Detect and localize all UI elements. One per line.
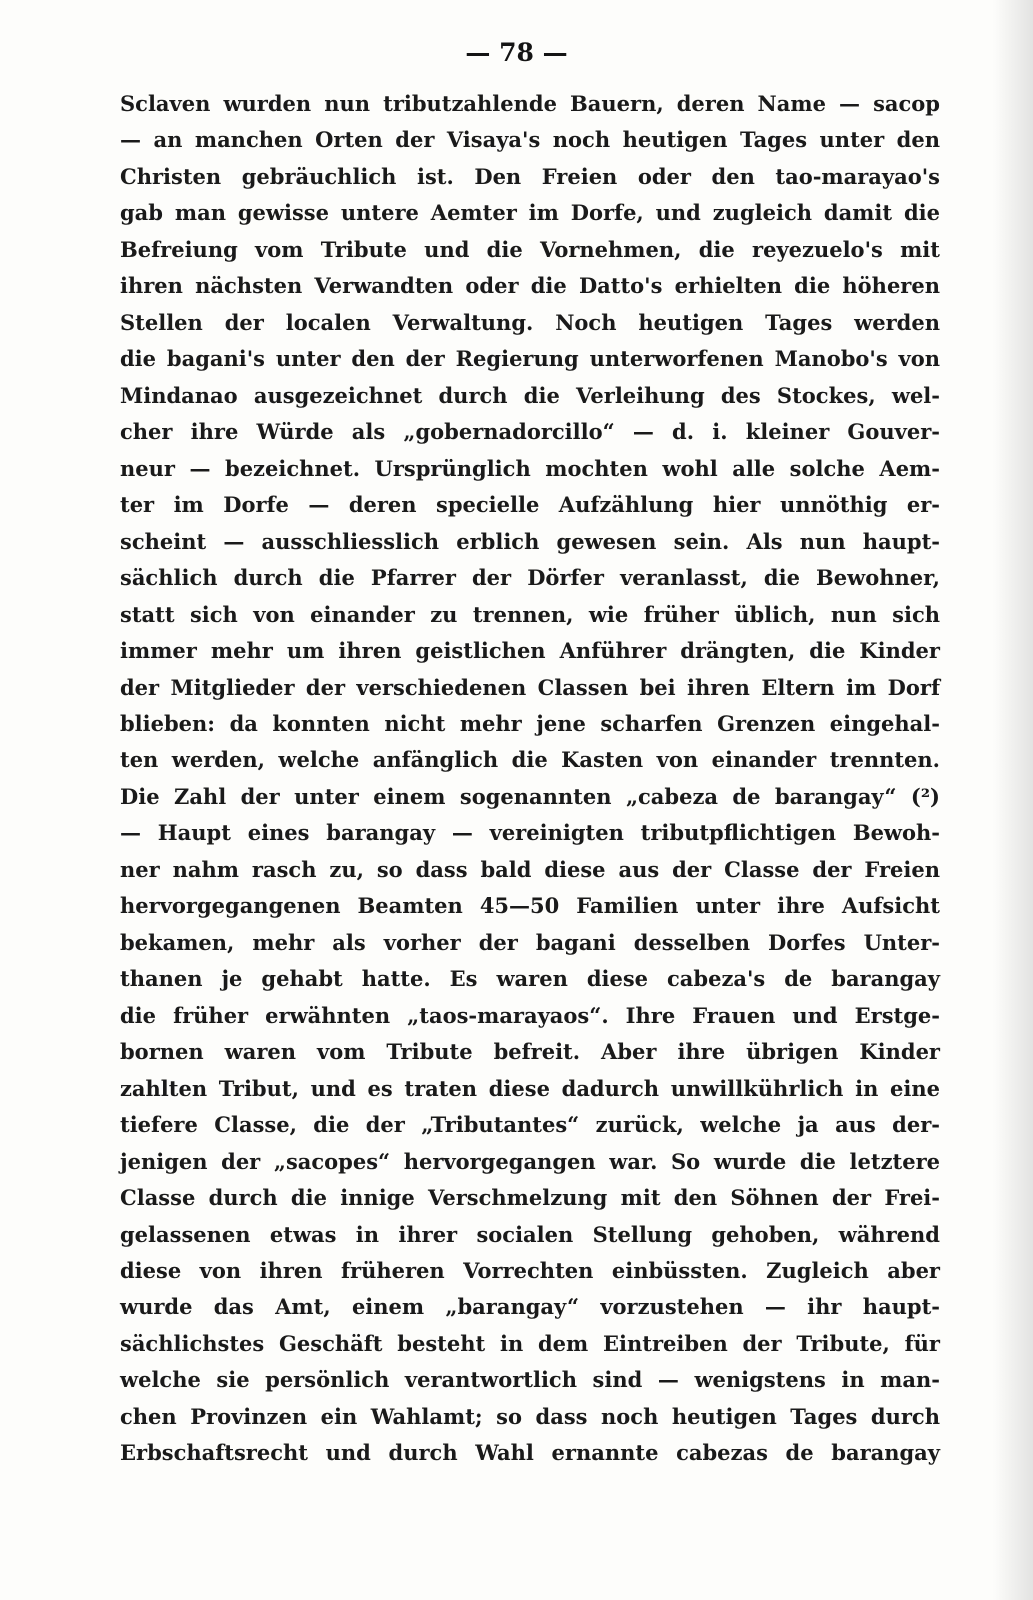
- text-line: die bagani's unter den der Regierung unterworfenen Manobo's von: [120, 346, 940, 372]
- text-line: gab man gewisse untere Aemter im Dorfe, und zugleich damit die: [120, 200, 940, 226]
- page-number: — 78 —: [465, 38, 568, 67]
- text-line: Befreiung vom Tribute und die Vornehmen, die reyezuelo's mit: [120, 236, 940, 262]
- text-line: jenigen der „sacopes“ hervorgegangen war. So wurde die letztere: [120, 1148, 940, 1174]
- page-edge-shadow: [993, 0, 1033, 1600]
- text-line: — an manchen Orten der Visaya's noch heutigen Tages unter den: [120, 127, 940, 153]
- text-line: — Haupt eines barangay — vereinigten tributpflichtigen Bewoh-: [120, 820, 940, 846]
- text-line: ihren nächsten Verwandten oder die Datto's erhielten die höheren: [120, 273, 940, 299]
- text-line: chen Provinzen ein Wahlamt; so dass noch heutigen Tages durch: [120, 1403, 940, 1429]
- text-line: statt sich von einander zu trennen, wie früher üblich, nun sich: [120, 601, 940, 627]
- body-text: [120, 86, 940, 1472]
- text-line: Stellen der localen Verwaltung. Noch heutigen Tages werden: [120, 309, 940, 335]
- text-line: cher ihre Würde als „gobernadorcillo“ — d. i. kleiner Gouver-: [120, 419, 940, 445]
- text-line: ten werden, welche anfänglich die Kasten von einander trennten.: [120, 747, 940, 773]
- text-line: Sclaven wurden nun tributzahlende Bauern, deren Name — sacop: [120, 91, 940, 116]
- text-line: immer mehr um ihren geistlichen Anführer drängten, die Kinder: [120, 638, 940, 664]
- text-line: sächlich durch die Pfarrer der Dörfer veranlasst, die Bewohner,: [120, 565, 940, 591]
- text-line: zahlten Tribut, und es traten diese dadurch unwillkührlich in eine: [120, 1075, 940, 1101]
- text-line: scheint — ausschliesslich erblich gewesen sein. Als nun haupt-: [120, 528, 940, 554]
- text-line: hervorgegangenen Beamten 45—50 Familien unter ihre Aufsicht: [120, 893, 940, 919]
- text-line: Die Zahl der unter einem sogenannten „cabeza de barangay“ (²): [120, 783, 940, 809]
- text-line: neur — bezeichnet. Ursprünglich mochten wohl alle solche Aem-: [120, 455, 940, 481]
- text-line: Mindanao ausgezeichnet durch die Verleihung des Stockes, wel-: [120, 382, 940, 408]
- text-line: Classe durch die innige Verschmelzung mit den Söhnen der Frei-: [120, 1185, 940, 1211]
- text-line: Erbschaftsrecht und durch Wahl ernannte cabezas de barangay: [120, 1440, 940, 1466]
- text-line: blieben: da konnten nicht mehr jene scharfen Grenzen eingehal-: [120, 710, 940, 736]
- text-line: ner nahm rasch zu, so dass bald diese aus der Classe der Freien: [120, 856, 940, 882]
- text-line: Christen gebräuchlich ist. Den Freien oder den tao-marayao's: [120, 163, 940, 189]
- text-line: tiefere Classe, die der „Tributantes“ zurück, welche ja aus der-: [120, 1112, 940, 1138]
- text-line: thanen je gehabt hatte. Es waren diese cabeza's de barangay: [120, 966, 940, 992]
- text-line: gelassenen etwas in ihrer socialen Stellung gehoben, während: [120, 1221, 940, 1247]
- text-line: die früher erwähnten „taos-marayaos“. Ihre Frauen und Erstge-: [120, 1002, 940, 1028]
- text-line: bekamen, mehr als vorher der bagani desselben Dorfes Unter-: [120, 929, 940, 955]
- text-line: ter im Dorfe — deren specielle Aufzählung hier unnöthig er-: [120, 492, 940, 518]
- text-line: wurde das Amt, einem „barangay“ vorzustehen — ihr haupt-: [120, 1294, 940, 1320]
- text-line: der Mitglieder der verschiedenen Classen bei ihren Eltern im Dorf: [120, 674, 940, 700]
- text-line: welche sie persönlich verantwortlich sind — wenigstens in man-: [120, 1367, 940, 1393]
- text-line: bornen waren vom Tribute befreit. Aber ihre übrigen Kinder: [120, 1039, 940, 1065]
- text-line: diese von ihren früheren Vorrechten einbüssten. Zugleich aber: [120, 1258, 940, 1283]
- text-line: sächlichstes Geschäft besteht in dem Eintreiben der Tribute, für: [120, 1330, 940, 1356]
